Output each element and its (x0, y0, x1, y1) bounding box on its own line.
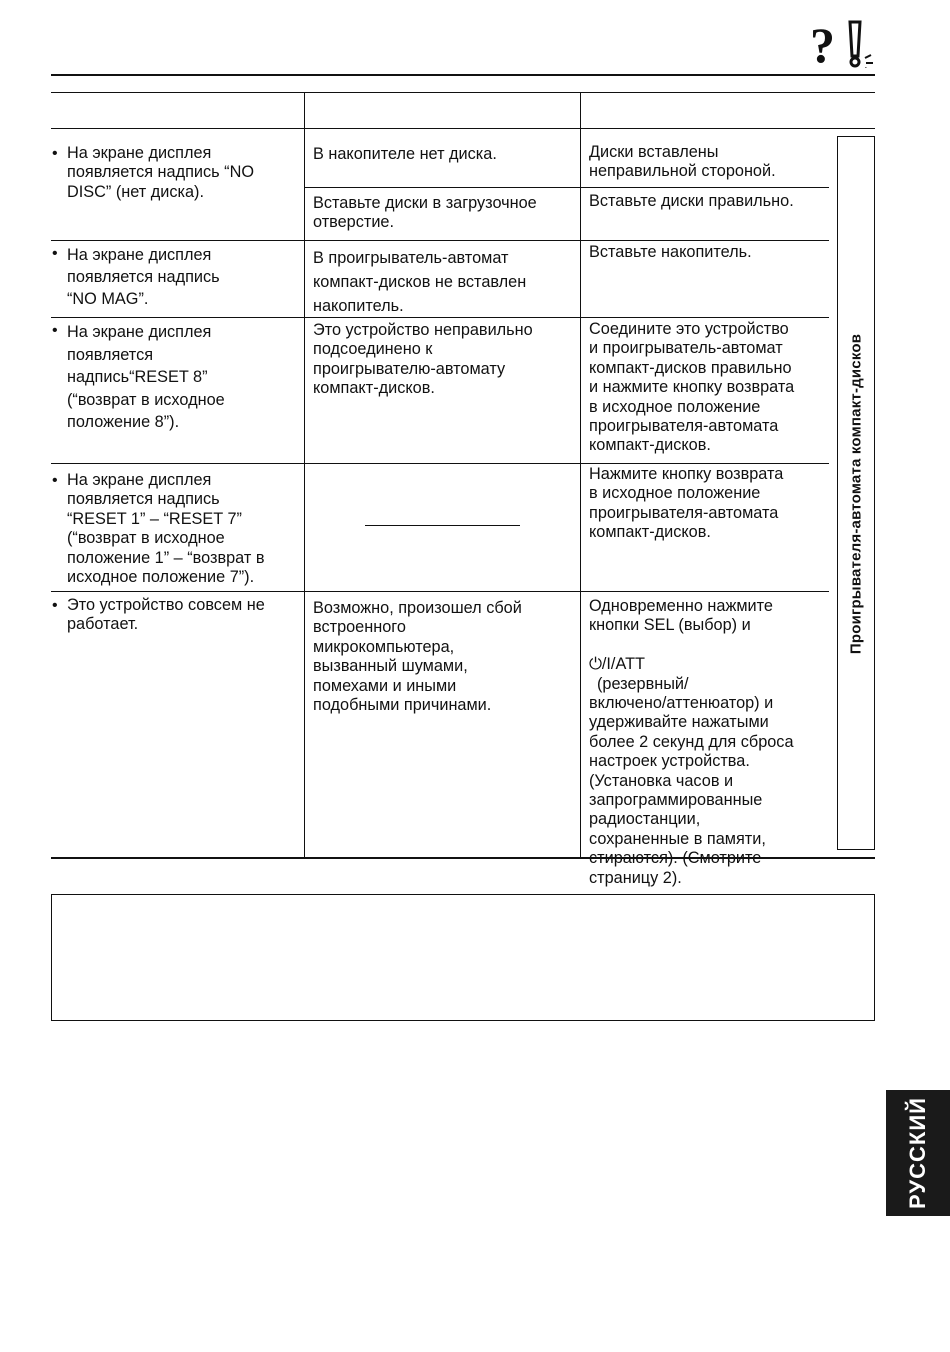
row-divider (305, 187, 829, 188)
symptom-text: На экране дисплея появляется надпись “NO DISC” (нет диска). (67, 144, 254, 201)
cause-text: В проигрыватель-автомат компакт-дисков не вставлен накопитель. (313, 249, 527, 315)
language-tab (886, 1090, 950, 1216)
table-top-rule (51, 92, 875, 93)
symptom-text: Это устройство совсем не работает. (67, 596, 265, 634)
symptom-cell (52, 144, 302, 202)
cause-text: Это устройство неправильно подсоединено к проигрывателю-автомату компакт-дисков. (313, 321, 533, 398)
row-divider (51, 463, 829, 464)
bullet-icon: • (52, 597, 58, 614)
symptom-cell (52, 596, 302, 635)
cause-text: Вставьте диски в загрузочное отверстие. (313, 194, 537, 232)
bullet-icon: • (52, 145, 58, 162)
remedy-text: Соедините это устройство и проигрыватель-автомат компакт-дисков правильно и нажмите кнопку возврата в исходное положение проигрывателя-автомата компакт-дисков. (589, 320, 795, 455)
remedy-text: Нажмите кнопку возврата в исходное положение проигрывателя-автомата компакт-дисков. (589, 465, 784, 542)
symptom-cell (52, 321, 302, 434)
remedy-text: (резервный/ (597, 674, 689, 693)
symptom-text: На экране дисплея появляется надпись“RESET 8” (“возврат в исходное положение 8”). (67, 323, 225, 431)
remedy-cell (589, 597, 831, 888)
side-label: Проигрывателя-автомата компакт-дисков (847, 333, 865, 655)
side-label-box (837, 136, 875, 850)
svg-text:?: ? (810, 18, 835, 68)
symptom-text: На экране дисплея появляется надпись “NO MAG”. (67, 246, 220, 308)
column-divider (580, 92, 581, 858)
remedy-text: включено/аттенюатор) и удерживайте нажатыми более 2 секунд для сброса настроек устройства. (Установка часов и запрограммированные радиостанции, сохраненные в памяти, стираются). (Смотрите страницу 2). (589, 694, 794, 887)
language-label: РУССКИЙ (905, 1097, 930, 1209)
bullet-icon: • (52, 245, 58, 262)
cause-text: Возможно, произошел сбой встроенного микрокомпьютера, вызванный шумами, помехами и иными подобными причинами. (313, 599, 522, 715)
remedy-text: Диски вставлены неправильной стороной. (589, 143, 776, 181)
header-rule (51, 74, 875, 76)
remedy-text: Вставьте диски правильно. (589, 192, 794, 210)
no-cause-dash (365, 525, 520, 526)
column-divider (304, 92, 305, 858)
row-divider (51, 240, 829, 241)
row-divider (51, 591, 829, 592)
symptom-text: На экране дисплея появляется надпись “RESET 1” – “RESET 7” (“возврат в исходное положение 1” – “возврат в исходное положение 7”). (67, 471, 265, 587)
remedy-text: Вставьте накопитель. (589, 243, 752, 261)
table-head-rule (51, 128, 875, 129)
bullet-icon: • (52, 472, 58, 489)
note-box (51, 894, 875, 1021)
symptom-cell (52, 471, 302, 587)
cause-text: В накопителе нет диска. (313, 145, 497, 163)
bullet-icon: • (52, 322, 58, 339)
remedy-text: Одновременно нажмите кнопки SEL (выбор) и (589, 597, 773, 635)
remedy-button-line (589, 636, 831, 694)
power-att-button-label: ⏻/I/ATT (589, 655, 645, 674)
symptom-cell (52, 244, 302, 310)
question-exclamation-icon (810, 18, 876, 68)
